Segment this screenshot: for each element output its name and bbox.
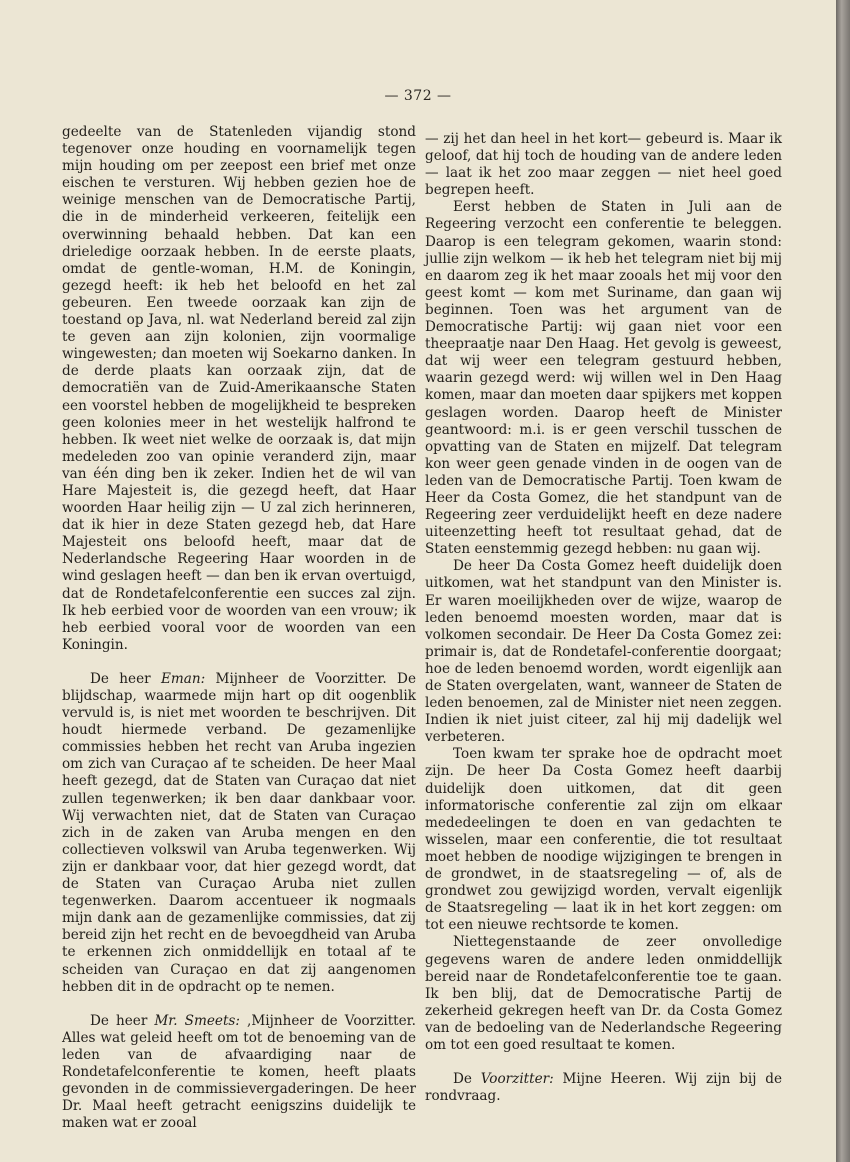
paragraph: Niettegenstaande de zeer onvolledige gegevens waren de andere leden onmiddellijk bereid naar de Rondetafelconferentie toe te gaan. Ik ben blij, dat de Democratische Partij de zekerheid gekregen heeft van Dr. da Costa Gomez van de bedoeling van de Nederlandsche Regeering om tot een goed resultaat te komen. xyxy=(425,934,782,1053)
speaker-name: Mr. Smeets: xyxy=(154,1012,240,1029)
speaker-prefix: De xyxy=(453,1071,481,1088)
paragraph: Toen kwam ter sprake hoe de opdracht moet zijn. De heer Da Costa Gomez heeft daarbij duidelijk doen uitkomen, dat dit geen informatorische conferentie zal zijn om elkaar mededeelingen te doen en van gedachten te wisselen, maar een conferentie, die tot resultaat moet hebben de noodige wijzigingen te brengen in de grondwet, in de staatsregeling — of, als de grondwet zou gewijzigd worden, vervalt eigenlijk de Staatsregeling — laat ik in het kort zeggen: om tot een nieuwe rechtsorde te komen. xyxy=(425,746,782,934)
paragraph: Eerst hebben de Staten in Juli aan de Regeering verzocht een conferentie te beleggen. Daarop is een telegram gekomen, waarin stond: jullie zijn welkom — ik heb het telegram niet bij mij en daarom zeg ik het maar zooals het mij voor den geest komt — kom met Suriname, dan gaan wij beginnen. Toen was het argument van de Democratische Partij: wij gaan niet voor een theepraatje naar Den Haag. Het gevolg is geweest, dat wij weer een telegram gestuurd hebben, waarin gezegd werd: wij willen wel in Den Haag komen, maar dan moeten daar spijkers met koppen geslagen worden. Daarop heeft de Minister geantwoord: m.i. is er geen verschil tusschen de opvatting van de Staten en mijzelf. Dat telegram kon weer geen genade vinden in de oogen van de leden van de Democratische Partij. Toen kwam de Heer da Costa Gomez, die het standpunt van de Regeering zeer verduidelijkt heeft en deze nadere uiteenzetting heeft tot resultaat gehad, dat de Staten eenstemmig gezegd hebben: nu gaan wij. xyxy=(425,199,782,558)
left-column xyxy=(62,124,416,1132)
page-number: — 372 — xyxy=(384,88,452,104)
paragraph-voorzitter xyxy=(425,1071,782,1105)
paragraph-text: Mijne Heeren. Wij zijn bij de rondvraag. xyxy=(425,1071,782,1105)
right-column xyxy=(425,131,782,1105)
paragraph-eman xyxy=(62,671,416,996)
speaker-name: Eman: xyxy=(160,670,206,687)
paragraph: De heer Da Costa Gomez heeft duidelijk doen uitkomen, wat het standpunt van den Minister is. Er waren moeilijkheden over de wijze, waarop de leden benoemd moesten worden, maar dat is volkomen secondair. De Heer Da Costa Gomez zei: primair is, dat de Rondetafel-conferentie doorgaat; hoe de leden benoemd worden, wordt eigenlijk aan de Staten overgelaten, want, wanneer de Staten de leden benoemen, zal de Minister niet neen zeggen. Indien ik niet juist citeer, zal hij mij dadelijk wel verbeteren. xyxy=(425,558,782,746)
paragraph: gedeelte van de Statenleden vijandig stond tegenover onze houding en voornamelijk tegen mijn houding om per zeepost een brief met onze eischen te versturen. Wij hebben gezien hoe de weinige menschen van de Democratische Partij, die in de minderheid verkeeren, feitelijk een overwinning behaald hebben. Dat kan een drieledige oorzaak hebben. In de eerste plaats, omdat de gentle-woman, H.M. de Koningin, gezegd heeft: ik heb het beloofd en het zal gebeuren. Een tweede oorzaak kan zijn de toestand op Java, nl. wat Nederland bereid zal zijn te geven aan zijn kolonien, zijn voormalige wingewesten; dan moeten wij Soekarno danken. In de derde plaats kan oorzaak zijn, dat de democratiën van de Zuid-Amerikaansche Staten een voorstel hebben de mogelijkheid te bespreken geen kolonies meer in het westelijk halfrond te hebben. Ik weet niet welke de oorzaak is, dat mijn medeleden zoo van opinie veranderd zijn, maar van één ding ben ik zeker. Indien het de wil van Hare Majesteit is, die gezegd heeft, dat Haar woorden Haar heilig zijn — U zal zich herinneren, dat ik hier in deze Staten gezegd heb, dat Hare Majesteit ons beloofd heeft, maar dat de Nederlandsche Regeering Haar woorden in de wind geslagen heeft — dan ben ik ervan overtuigd, dat de Rondetafelconferentie een succes zal zijn. Ik heb eerbied voor de woorden van een vrouw; ik heb eerbied vooral voor de woorden van een Koningin. xyxy=(62,124,416,653)
speaker-prefix: De heer xyxy=(90,670,161,687)
paragraph-smeets xyxy=(62,1013,416,1133)
speaker-prefix: De heer xyxy=(90,1012,155,1029)
paragraph: — zij het dan heel in het kort— gebeurd is. Maar ik geloof, dat hij toch de houding van de andere leden — laat ik het zoo maar zeggen — niet heel goed begrepen heeft. xyxy=(425,131,782,199)
page-edge xyxy=(836,0,850,1162)
paragraph-text: Mijnheer de Voorzitter. De blijdschap, waarmede mijn hart op dit oogenblik vervuld is, is niet met woorden te beschrijven. Dit houdt hiermede verband. De gezamenlijke commissies hebben het recht van Aruba ingezien om zich van Curaçao af te scheiden. De heer Maal heeft gezegd, dat de Staten van Curaçao dat niet zullen tegenwerken; ik ben daar dankbaar voor. Wij verwachten niet, dat de Staten van Curaçao zich in de zaken van Aruba mengen en den collectieven volkswil van Aruba tegenwerken. Wij zijn er dankbaar voor, dat hier gezegd wordt, dat de Staten van Curaçao Aruba niet zullen tegenwerken. Daarom accentueer ik nogmaals mijn dank aan de gezamenlijke commissies, dat zij bereid zijn het recht en de bevoegdheid van Aruba te erkennen zich onmiddellijk en totaal af te scheiden van Curaçao en dat zij aangenomen hebben dit in de opdracht op te nemen. xyxy=(62,670,416,995)
speaker-name: Voorzitter: xyxy=(480,1071,554,1088)
paragraph-text: ,Mijnheer de Voorzitter. Alles wat geleid heeft om tot de benoeming van de leden van de afvaardiging naar de Rondetafelconferentie te komen, heeft plaats gevonden in de commissievergaderingen. De heer Dr. Maal heeft getracht eenigszins duidelijk te maken wat er zooal xyxy=(62,1012,416,1132)
